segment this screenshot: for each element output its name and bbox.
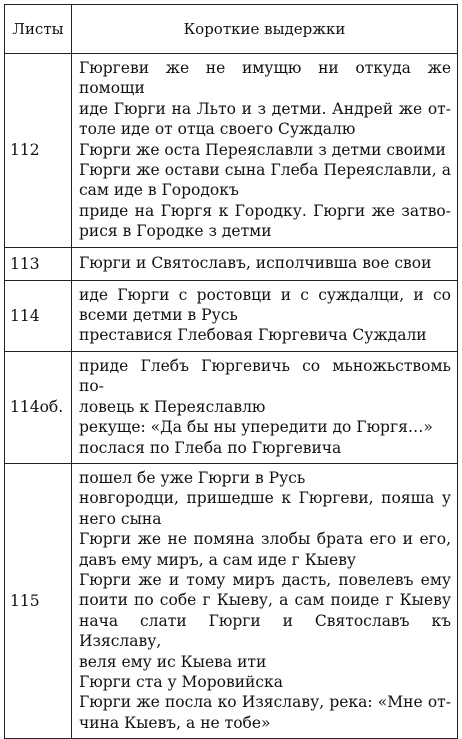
table-header-row [5, 5, 458, 54]
excerpt-line: приде на Гюргя к Городку. Гюрги же затво- [79, 201, 451, 220]
sheet-number: 112 [5, 54, 72, 248]
excerpt-line: Гюрги же оста Переяславли з детми своими [79, 140, 446, 159]
table-row [5, 247, 458, 280]
sheet-number: 114 [5, 280, 72, 351]
excerpt-line: всеми детми в Русь [79, 306, 238, 325]
excerpt-line: приде Глебъ Гюргевичь со мьножьствомь по- [79, 356, 451, 396]
excerpts-table [4, 4, 458, 739]
excerpt-line: рися в Городке з детми [79, 222, 272, 241]
excerpt-line: Гюрги ста у Моровийска [79, 672, 283, 691]
header-sheets: Листы [5, 5, 72, 54]
excerpt-cell [72, 54, 458, 248]
sheet-number: 114об. [5, 351, 72, 463]
excerpt-cell [72, 351, 458, 463]
excerpt-line: послася по Глеба по Гюргевича [79, 438, 342, 457]
excerpt-line: преставися Глебовая Гюргевича Суждали [79, 326, 427, 345]
excerpt-line: давъ ему миръ, а сам иде г Кыеву [79, 550, 357, 569]
excerpt-cell [72, 247, 458, 280]
excerpt-line: Гюрги же остави сына Глеба Переяславли, а [79, 161, 451, 180]
excerpt-line: толе иде от отца своего Суждалю [79, 120, 356, 139]
excerpt-line: новгородци, пришедше к Гюргеви, пояша у [79, 489, 451, 508]
excerpt-line: иде Гюрги с ростовци и с суждалци, и со [79, 285, 451, 304]
excerpt-line: Гюргеви же не имущю ни откуда же помощи [79, 59, 451, 98]
excerpt-line: ловець к Переяславлю [79, 397, 266, 416]
excerpt-line: рекуще: «Да бы ны упередити до Гюргя…» [79, 418, 433, 437]
excerpt-cell [72, 463, 458, 738]
excerpt-line: него сына [79, 509, 162, 528]
excerpt-line: Гюрги же и тому миръ дасть, повелевъ ему [79, 570, 451, 589]
table-row [5, 351, 458, 463]
table-row [5, 463, 458, 738]
table-row [5, 280, 458, 351]
excerpt-line: сам иде в Городокъ [79, 181, 239, 200]
excerpt-line: поити по собе г Кыеву, а сам поиде г Кыеву [79, 591, 451, 610]
excerpt-line: веля ему ис Кыева ити [79, 652, 267, 671]
excerpt-line: иде Гюрги на Льто и з детми. Андрей же от- [79, 99, 451, 118]
excerpt-line: Гюрги же не помяна злобы брата его и его, [79, 530, 451, 549]
excerpt-line: Гюрги же посла ко Изяславу, река: «Мне от- [79, 693, 451, 712]
excerpt-line: нача слати Гюрги и Святославъ къ Изяславу, [79, 611, 451, 651]
excerpt-line: Гюрги и Святославъ, исполчивша вое свои [79, 253, 432, 272]
excerpt-line: чина Кыевъ, а не тобе» [79, 713, 271, 732]
header-excerpts: Короткие выдержки [72, 5, 458, 54]
sheet-number: 115 [5, 463, 72, 738]
sheet-number: 113 [5, 247, 72, 280]
excerpt-cell [72, 280, 458, 351]
table-row [5, 54, 458, 248]
excerpt-line: пошел бе уже Гюрги в Русь [79, 468, 306, 487]
